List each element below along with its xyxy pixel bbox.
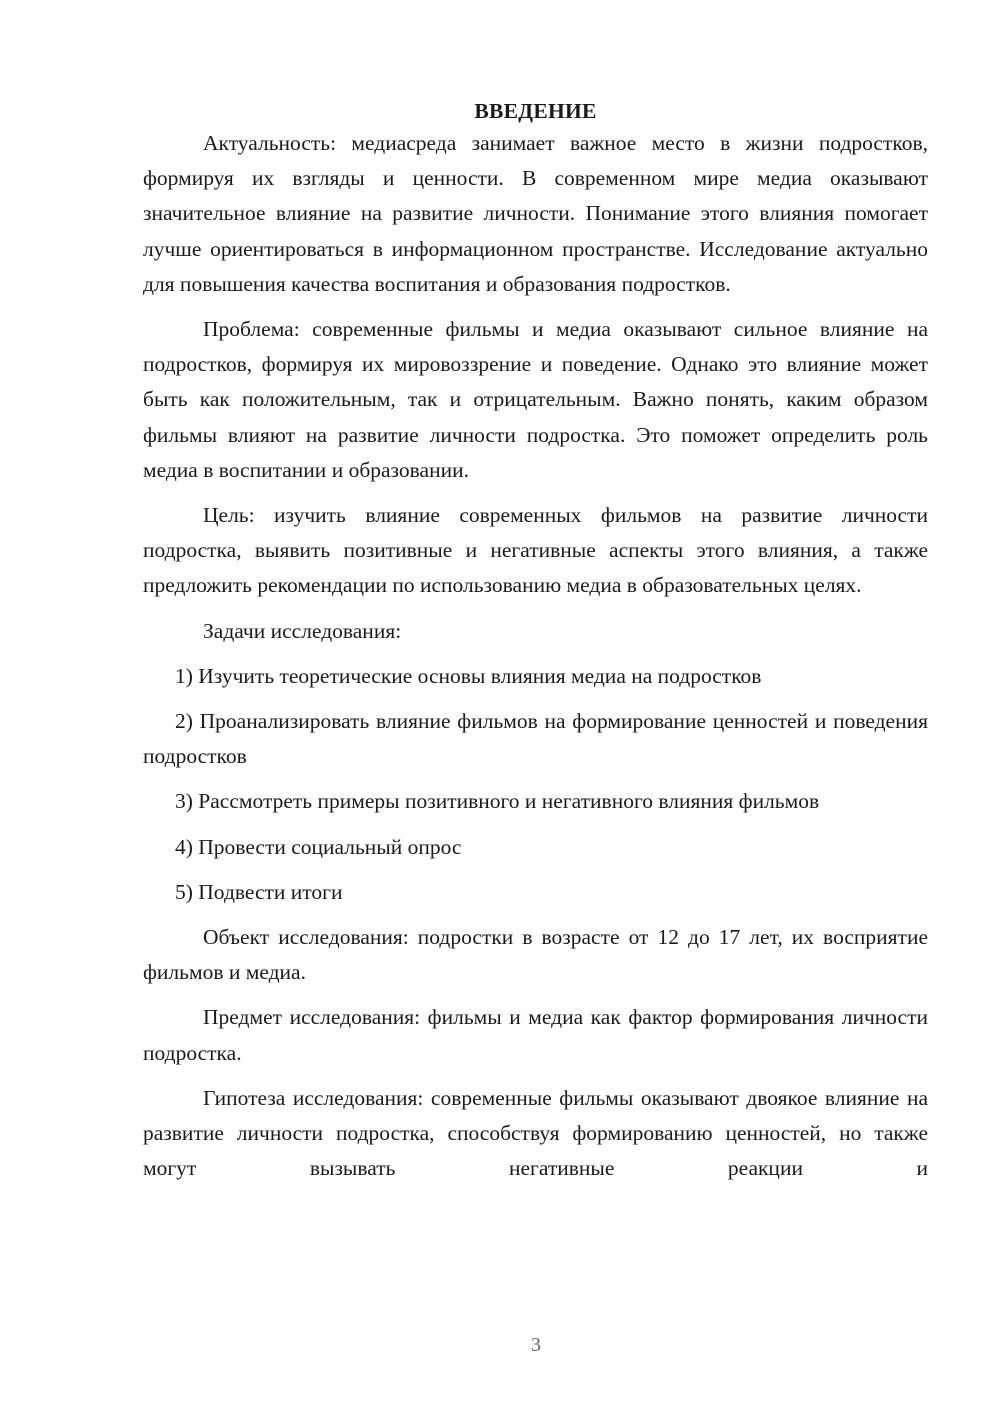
task-item-3: 3) Рассмотреть примеры позитивного и негативного влияния фильмов <box>175 789 820 814</box>
hypothesis-paragraph: Гипотеза исследования: современные фильмы оказывают двоякое влияние на развитие личности подростка, способствуя формированию ценностей, но также могут вызывать негативные реакции и <box>143 1085 928 1181</box>
subject-paragraph: Предмет исследования: фильмы и медиа как фактор формирования личности подростка. <box>143 1005 928 1065</box>
task-item-2: 2) Проанализировать влияние фильмов на формирование ценностей и поведения подростков <box>143 709 928 769</box>
task-item-5: 5) Подвести итоги <box>175 879 343 904</box>
page-title: ВВЕДЕНИЕ <box>474 99 597 123</box>
document-page <box>143 96 928 1186</box>
task-item-4: 4) Провести социальный опрос <box>175 834 462 859</box>
relevance-paragraph: Актуальность: медиасреда занимает важное место в жизни подростков, формируя их взгляды и ценности. В современном мире медиа оказывают значительное влияние на развитие личности. Понимание этого влияния помогает лучше ориентироваться в информационном пространстве. Исследование актуально для повышения качества воспитания и образования подростков. <box>143 131 928 296</box>
object-paragraph: Объект исследования: подростки в возрасте от 12 до 17 лет, их восприятие фильмов и медиа. <box>143 925 928 985</box>
goal-paragraph: Цель: изучить влияние современных фильмов на развитие личности подростка, выявить позитивные и негативные аспекты этого влияния, а также предложить рекомендации по использованию медиа в образовательных целях. <box>143 503 928 598</box>
page-number: 3 <box>531 1334 541 1356</box>
problem-paragraph: Проблема: современные фильмы и медиа оказывают сильное влияние на подростков, формируя их мировоззрение и поведение. Однако это влияние может быть как положительным, так и отрицательным. Важно понять, каким образом фильмы влияют на развитие личности подростка. Это поможет определить роль медиа в воспитании и образовании. <box>143 317 928 482</box>
task-item-1: 1) Изучить теоретические основы влияния медиа на подростков <box>175 663 762 688</box>
tasks-heading: Задачи исследования: <box>203 618 402 643</box>
